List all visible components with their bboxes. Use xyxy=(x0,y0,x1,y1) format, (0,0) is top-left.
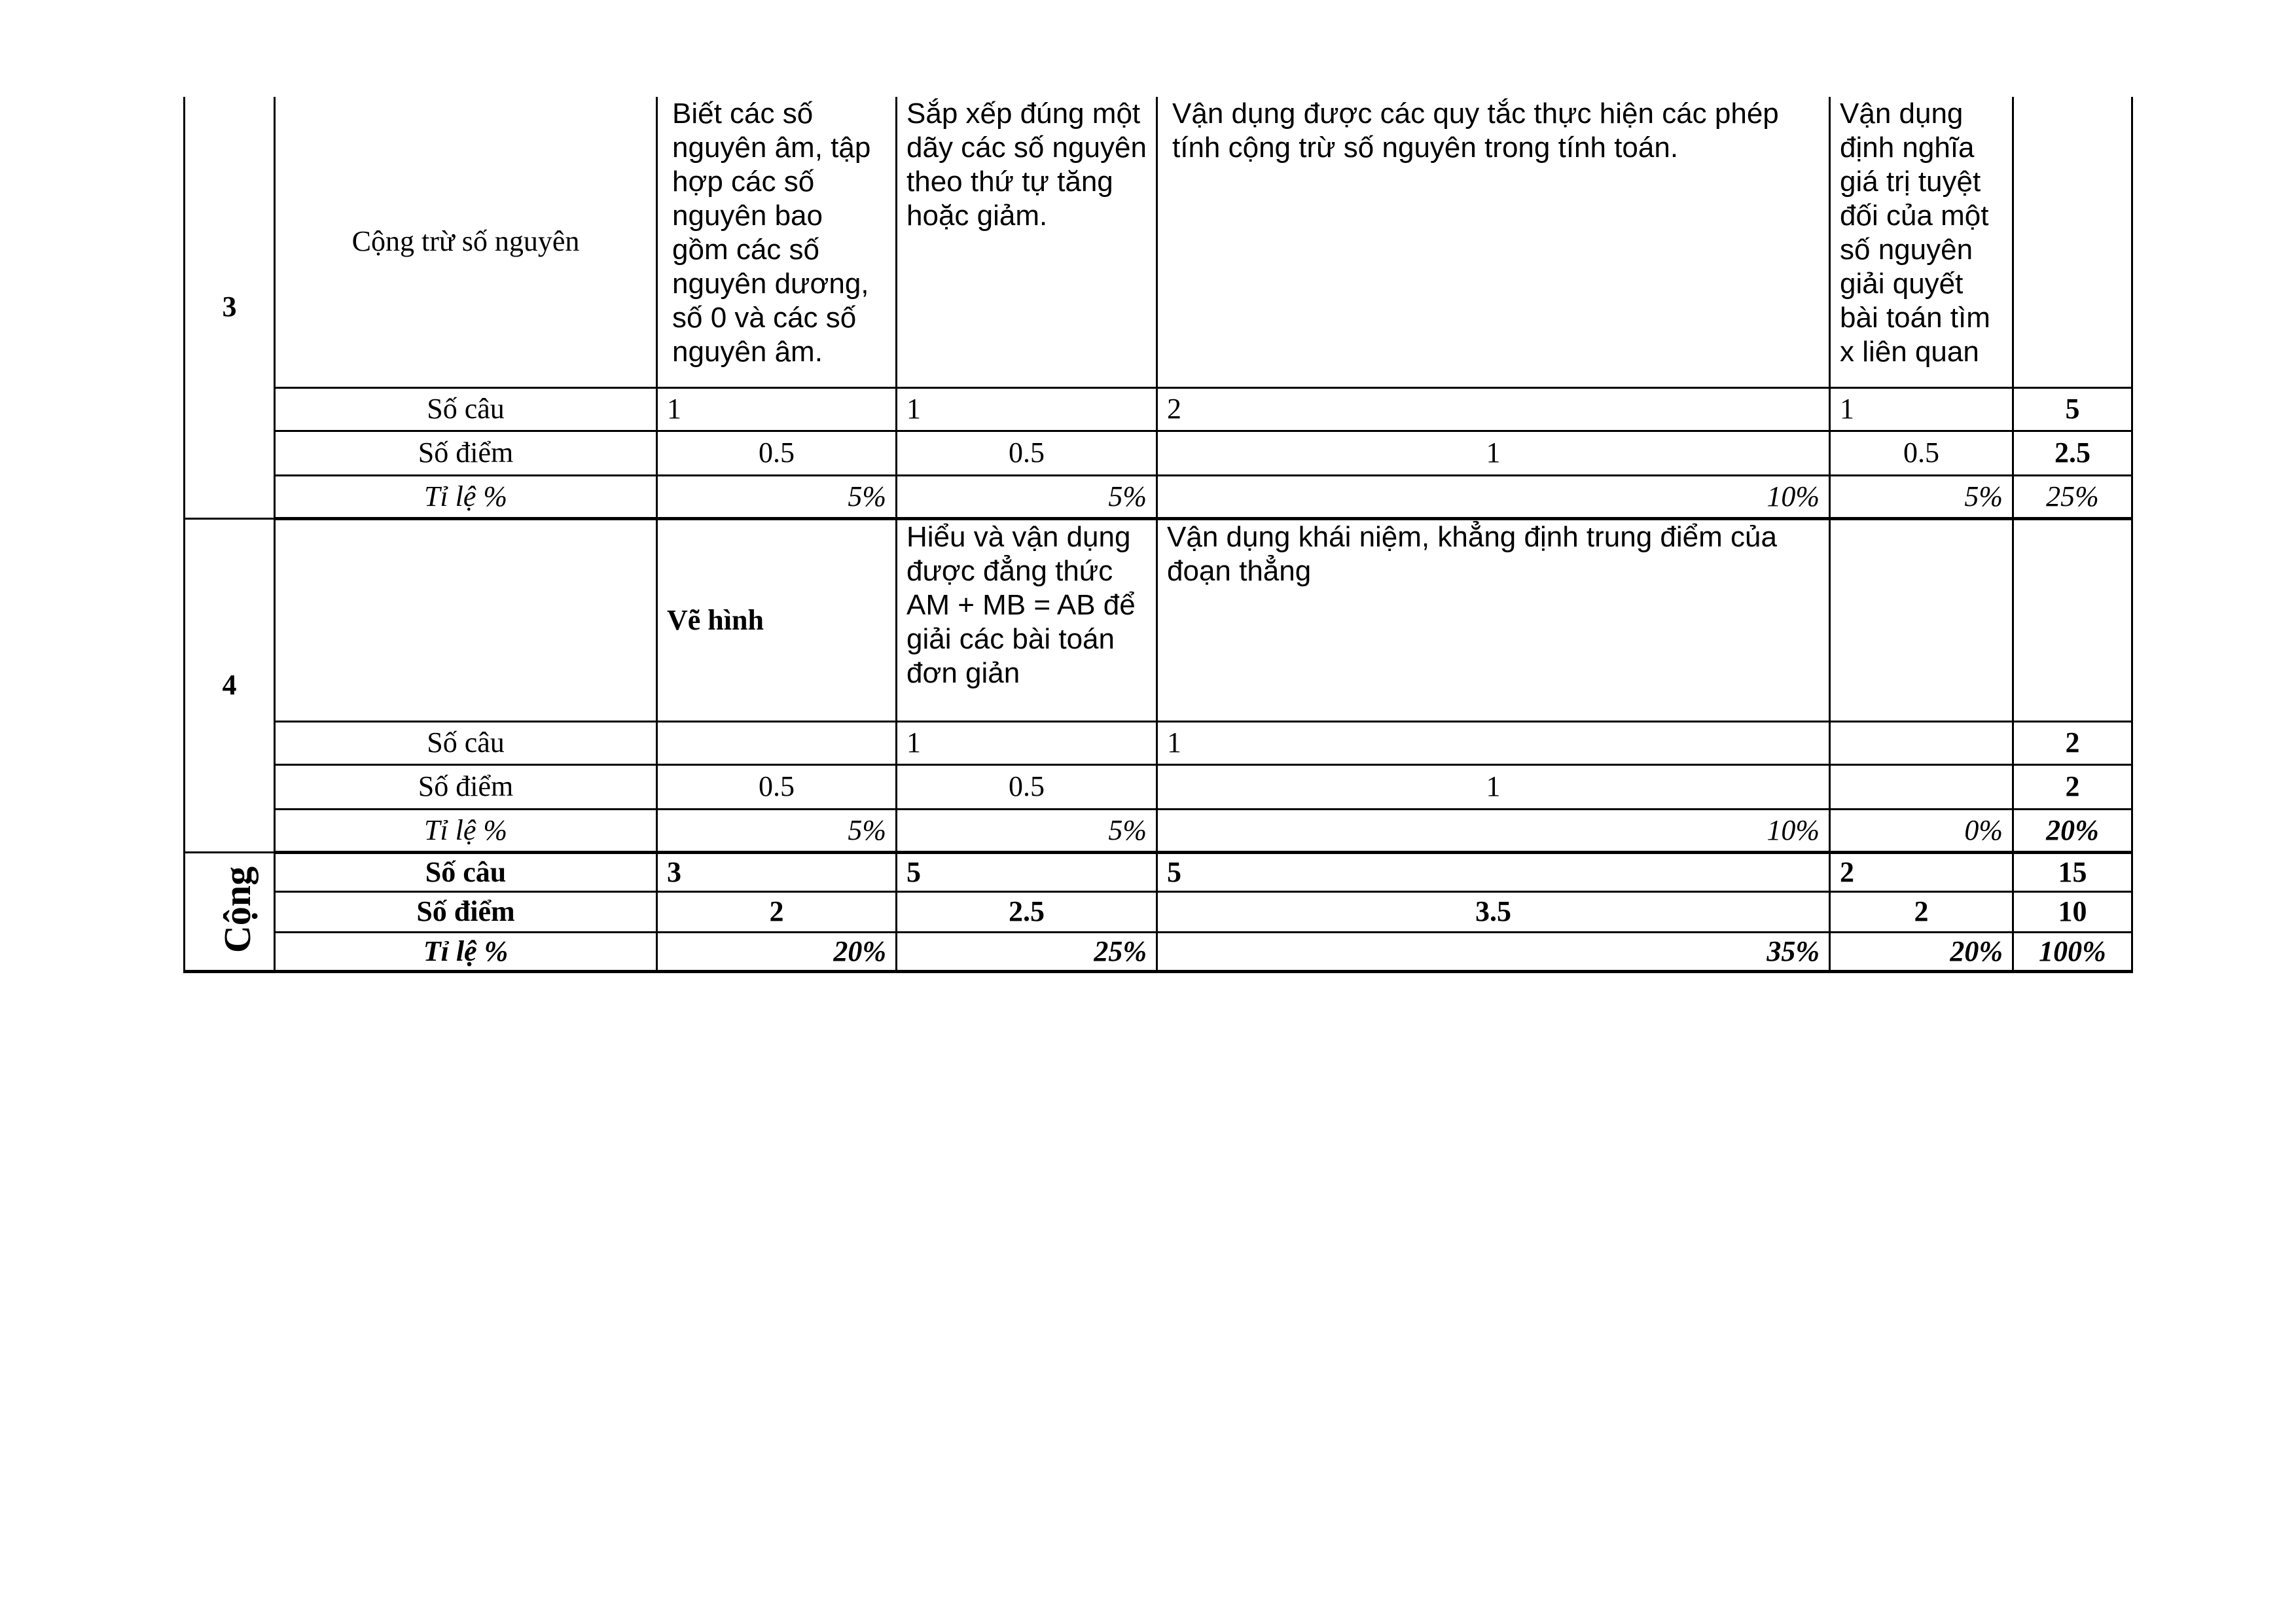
cell-total: 5 xyxy=(2013,387,2132,431)
cell-value: 1 xyxy=(1830,387,2013,431)
desc-apply: Vận dụng được các quy tắc thực hiện các phép tính cộng trừ số nguyên trong tính toán. xyxy=(1157,97,1830,387)
cell-total: 2 xyxy=(2013,721,2132,764)
cell-percent: 35% xyxy=(1157,932,1830,971)
label-so-cau: Số câu xyxy=(275,852,657,891)
desc-apply-high: Vận dụng định nghĩa giá trị tuyệt đối của một số nguyên giải quyết bài toán tìm x liên quan xyxy=(1830,97,2013,387)
row-4-description xyxy=(185,518,2132,721)
label-ti-le: Tỉ lệ % xyxy=(275,809,657,852)
desc-apply-high xyxy=(1830,518,2013,721)
row-total-ti-le xyxy=(185,932,2132,971)
row-total-so-cau xyxy=(185,852,2132,891)
cell-value: 5 xyxy=(897,852,1157,891)
total-label: Cộng xyxy=(216,866,259,954)
cell-percent: 5% xyxy=(897,475,1157,518)
cell-value xyxy=(1830,721,2013,764)
cell-total: 2.5 xyxy=(2013,431,2132,475)
cell-value: 1 xyxy=(1157,764,1830,809)
cell-value xyxy=(1830,764,2013,809)
cell-value: 2 xyxy=(657,891,897,932)
label-so-cau: Số câu xyxy=(275,387,657,431)
cell-percent: 10% xyxy=(1157,475,1830,518)
row-3-description xyxy=(185,97,2132,387)
cell-percent: 5% xyxy=(657,475,897,518)
row-number-3: 3 xyxy=(185,97,275,518)
cell-total: 15 xyxy=(2013,852,2132,891)
exam-matrix-table xyxy=(183,97,2133,973)
desc-apply: Vận dụng khái niệm, khẳng định trung điểm của đoạn thẳng xyxy=(1157,518,1830,721)
row-4-so-diem xyxy=(185,764,2132,809)
cell-value: 1 xyxy=(1157,721,1830,764)
row-4-ti-le xyxy=(185,809,2132,852)
label-so-cau: Số câu xyxy=(275,721,657,764)
row-total-so-diem xyxy=(185,891,2132,932)
cell-total: 2 xyxy=(2013,764,2132,809)
cell-value: 0.5 xyxy=(897,431,1157,475)
cell-value: 2 xyxy=(1157,387,1830,431)
row-3-so-diem xyxy=(185,431,2132,475)
row-3-so-cau xyxy=(185,387,2132,431)
topic-integer-add-sub: Cộng trừ số nguyên xyxy=(275,97,657,387)
row-number-4: 4 xyxy=(185,518,275,852)
label-so-diem: Số điểm xyxy=(275,764,657,809)
cell-percent: 5% xyxy=(897,809,1157,852)
cell-value: 1 xyxy=(657,387,897,431)
cell-percent: 20% xyxy=(657,932,897,971)
cell-percent: 0% xyxy=(1830,809,2013,852)
row-3-ti-le xyxy=(185,475,2132,518)
cell-total: 10 xyxy=(2013,891,2132,932)
cell-value: 2 xyxy=(1830,852,2013,891)
cell-value xyxy=(657,721,897,764)
cell-percent: 20% xyxy=(1830,932,2013,971)
cell-value: 2.5 xyxy=(897,891,1157,932)
cell-value: 2 xyxy=(1830,891,2013,932)
row-4-so-cau xyxy=(185,721,2132,764)
desc-total xyxy=(2013,518,2132,721)
label-ti-le: Tỉ lệ % xyxy=(275,932,657,971)
cell-value: 0.5 xyxy=(1830,431,2013,475)
desc-understand: Hiểu và vận dụng được đẳng thức AM + MB = AB để giải các bài toán đơn giản xyxy=(897,518,1157,721)
cell-percent: 25% xyxy=(897,932,1157,971)
cell-value: 5 xyxy=(1157,852,1830,891)
label-so-diem: Số điểm xyxy=(275,431,657,475)
cell-percent: 5% xyxy=(1830,475,2013,518)
cell-percent-total: 100% xyxy=(2013,932,2132,971)
cell-value: 1 xyxy=(897,387,1157,431)
cell-value: 3 xyxy=(657,852,897,891)
cell-value: 1 xyxy=(1157,431,1830,475)
cell-value: 0.5 xyxy=(657,764,897,809)
cell-value: 3.5 xyxy=(1157,891,1830,932)
cell-value: 0.5 xyxy=(897,764,1157,809)
cell-percent: 10% xyxy=(1157,809,1830,852)
label-so-diem: Số điểm xyxy=(275,891,657,932)
label-ti-le: Tỉ lệ % xyxy=(275,475,657,518)
topic-empty xyxy=(275,518,657,721)
desc-understand: Sắp xếp đúng một dãy các số nguyên theo thứ tự tăng hoặc giảm. xyxy=(897,97,1157,387)
total-label-cell xyxy=(185,852,275,971)
desc-recognize: Biết các số nguyên âm, tập hợp các số nguyên bao gồm các số nguyên dương, số 0 và các số nguyên âm. xyxy=(657,97,897,387)
cell-percent: 5% xyxy=(657,809,897,852)
cell-value: 0.5 xyxy=(657,431,897,475)
cell-percent-total: 20% xyxy=(2013,809,2132,852)
cell-percent-total: 25% xyxy=(2013,475,2132,518)
desc-total xyxy=(2013,97,2132,387)
cell-value: 1 xyxy=(897,721,1157,764)
desc-draw-figure: Vẽ hình xyxy=(657,518,897,721)
